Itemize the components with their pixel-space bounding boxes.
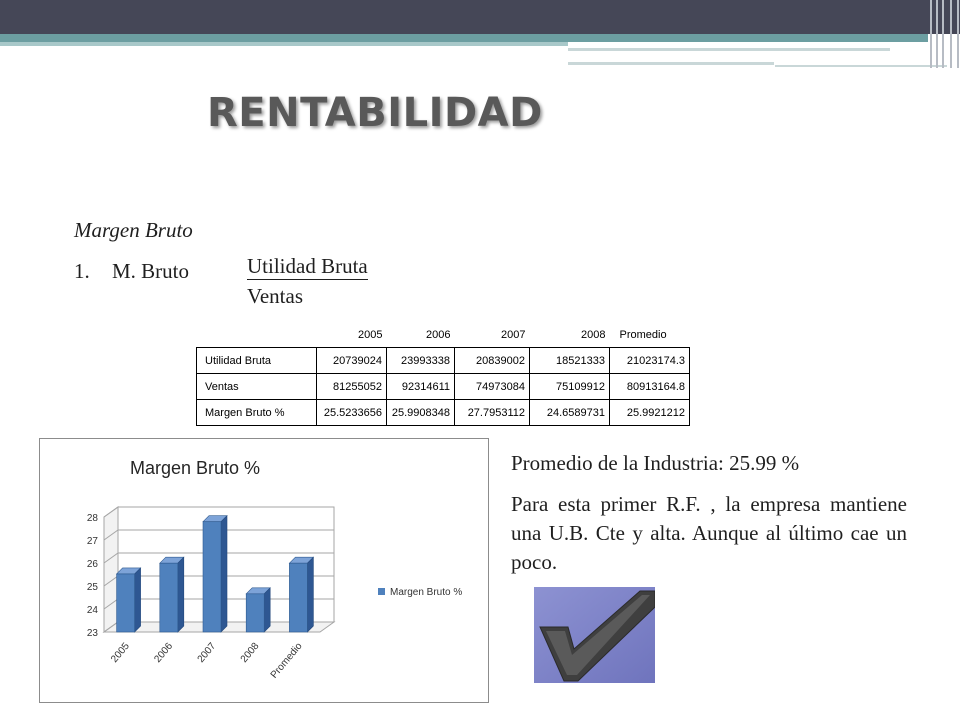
table-header-cell: 2008 — [581, 328, 606, 341]
formula-numerator: Utilidad Bruta — [247, 254, 368, 278]
formula-denominator: Ventas — [247, 284, 303, 308]
bar-side — [221, 516, 227, 632]
list-item-label: M. Bruto — [112, 259, 190, 283]
accent-line — [568, 62, 774, 65]
comment-text: Para esta primer R.F. , la empresa mantiene una U.B. Cte y alta. Aunque al último cae un poco. — [511, 492, 907, 574]
bar-side — [135, 568, 141, 632]
chart-title: Margen Bruto % — [129, 458, 261, 478]
legend-swatch — [378, 588, 385, 595]
chart-canvas — [40, 439, 488, 702]
y-tick-label: 23 — [86, 628, 98, 639]
bar — [246, 594, 264, 632]
bar-side — [178, 557, 184, 632]
table-cell: 92314611 — [387, 374, 455, 400]
list-item-number: 1. — [74, 259, 90, 283]
table-header-cell: Promedio — [619, 328, 667, 341]
bar-chart — [39, 438, 489, 703]
x-tick-label: Promedio — [268, 640, 305, 681]
page-title: RENTABILIDAD — [207, 90, 543, 136]
bar — [117, 574, 135, 632]
commentary — [511, 451, 907, 577]
corner-stripe — [930, 0, 932, 68]
table-cell: 27.7953112 — [455, 400, 530, 426]
bar — [203, 522, 221, 632]
table-cell: 74973084 — [455, 374, 530, 400]
table-row-label: Utilidad Bruta — [197, 348, 317, 374]
table-cell: 23993338 — [387, 348, 455, 374]
bar — [160, 563, 178, 632]
x-tick-label: 2005 — [109, 640, 132, 665]
table-cell: 81255052 — [317, 374, 387, 400]
chart-side-wall — [104, 507, 118, 632]
table-cell: 80913164.8 — [610, 374, 690, 400]
accent-band-light — [0, 42, 568, 46]
bar — [289, 563, 307, 632]
corner-stripe — [950, 0, 952, 68]
bar-side — [264, 588, 270, 632]
corner-stripe — [942, 0, 944, 68]
top-banner — [0, 0, 960, 34]
table-cell: 25.9908348 — [387, 400, 455, 426]
data-table — [196, 322, 690, 426]
table-row-label: Margen Bruto % — [197, 400, 317, 426]
legend-label: Margen Bruto % — [390, 587, 463, 598]
table-cell: 25.5233656 — [317, 400, 387, 426]
table-cell: 20739024 — [317, 348, 387, 374]
table-header-cell — [197, 322, 317, 348]
corner-stripe — [936, 0, 938, 68]
industry-average-text: Promedio de la Industria: 25.99 % — [511, 451, 800, 475]
table-cell: 24.6589731 — [530, 400, 610, 426]
table-header-row — [197, 322, 690, 348]
table-cell: 18521333 — [530, 348, 610, 374]
y-tick-label: 28 — [86, 513, 98, 524]
x-tick-label: 2007 — [195, 640, 219, 665]
table-cell: 21023174.3 — [610, 348, 690, 374]
y-tick-label: 27 — [86, 536, 98, 547]
accent-band — [0, 34, 928, 42]
x-tick-label: 2006 — [152, 640, 176, 665]
x-tick-label: 2008 — [238, 640, 262, 665]
table-cell: 25.9921212 — [610, 400, 690, 426]
table-row — [197, 348, 690, 374]
y-tick-label: 24 — [86, 605, 98, 616]
table-cell: 20839002 — [455, 348, 530, 374]
bar-side — [307, 557, 313, 632]
table-header-cell: 2006 — [426, 328, 451, 341]
table-cell: 75109912 — [530, 374, 610, 400]
table-row — [197, 374, 690, 400]
y-tick-label: 26 — [86, 559, 98, 570]
table-row — [197, 400, 690, 426]
y-tick-label: 25 — [86, 582, 98, 593]
checkmark-icon — [534, 587, 655, 683]
table-row-label: Ventas — [197, 374, 317, 400]
accent-line — [775, 65, 947, 67]
corner-stripe — [957, 0, 959, 68]
accent-line — [568, 48, 890, 51]
table-header-cell: 2007 — [501, 328, 526, 341]
section-subtitle: Margen Bruto — [74, 218, 193, 242]
table-header-cell: 2005 — [358, 328, 383, 341]
